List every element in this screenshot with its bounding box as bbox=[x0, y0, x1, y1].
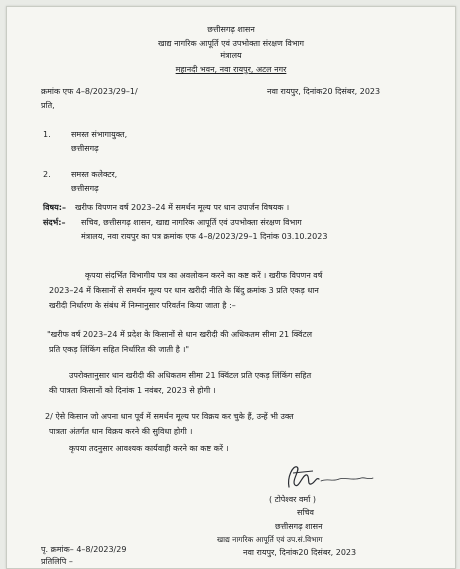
recipient-title: समस्त कलेक्टर, bbox=[71, 170, 118, 179]
body-line: उपरोक्तानुसार धान खरीदी की अधिकतम सीमा 21 क्विंटल प्रति एकड़ लिंकिंग सहित bbox=[69, 371, 312, 380]
signature-image bbox=[283, 459, 378, 493]
subject-label: विषय:– bbox=[43, 203, 66, 212]
endorsement-number: पृ. क्रमांक– 4–8/2023/29 bbox=[41, 545, 127, 554]
body-line: 2/ ऐसे किसान जो अपना धान पूर्व में समर्थन मूल्य पर विक्रय कर चुके हैं, उन्हें भी उक्त bbox=[45, 412, 294, 421]
quote-line: प्रति एकड़ लिंकिंग सहित निर्धारित की जाती है ।" bbox=[49, 345, 190, 354]
signatory-dept: खाद्य नागरिक आपूर्ति एवं उप.सं.विभाग bbox=[217, 535, 323, 544]
prati-label: प्रति, bbox=[41, 101, 55, 110]
recipient-number: 1. bbox=[43, 130, 51, 139]
header-address: महानदी भवन, नवा रायपुर, अटल नगर bbox=[175, 65, 287, 74]
body-line: कृपया तदनुसार आवश्यक कार्यवाही करने का कष्ट करें । bbox=[69, 444, 229, 453]
recipient-number: 2. bbox=[43, 170, 51, 179]
signatory-designation: सचिव bbox=[297, 508, 315, 517]
reference-line: मंत्रालय, नवा रायपुर का पत्र क्रमांक एफ 4–8/2023/29–1 दिनांक 03.10.2023 bbox=[81, 232, 328, 241]
recipient-title: समस्त संभागायुक्त, bbox=[71, 130, 128, 139]
quote-line: "खरीफ वर्ष 2023–24 में प्रदेश के किसानों से धान खरीदी की अधिकतम सीमा 21 क्विंटल bbox=[47, 330, 313, 339]
subject-text: खरीफ विपणन वर्ष 2023–24 में समर्थन मूल्य पर धान उपार्जन विषयक । bbox=[75, 203, 290, 212]
body-line: 2023–24 में किसानों से समर्थन मूल्य पर धान खरीदी नीति के बिंदु क्रमांक 3 प्रति एकड़ धान bbox=[49, 286, 319, 295]
header-department: खाद्य नागरिक आपूर्ति एवं उपभोक्ता संरक्षण विभाग bbox=[157, 39, 305, 48]
signatory-place-date: नवा रायपुर, दिनांक20 दिसंबर, 2023 bbox=[243, 548, 357, 557]
body-line: खरीदी निर्धारण के संबंध में निम्नानुसार परिवर्तन किया जाता है :– bbox=[49, 301, 236, 310]
header-ministry: मंत्रालय bbox=[220, 51, 242, 60]
signatory-org: छत्तीसगढ़ शासन bbox=[275, 522, 323, 531]
signatory-name: ( टोपेश्वर वर्मा ) bbox=[269, 495, 316, 504]
letter-number: क्रमांक एफ 4–8/2023/29–1/ bbox=[41, 87, 138, 96]
body-line: पात्रता अंतर्गत धान विक्रय करने की सुविधा होगी । bbox=[49, 427, 193, 436]
reference-line: सचिव, छत्तीसगढ़ शासन, खाद्य नागरिक आपूर्ति एवं उपभोक्ता संरक्षण विभाग bbox=[81, 218, 302, 227]
copy-label: प्रतिलिपि – bbox=[41, 557, 73, 566]
recipient-state: छत्तीसगढ़ bbox=[71, 144, 99, 153]
header-government: छत्तीसगढ़ शासन bbox=[207, 25, 255, 34]
body-line: कृपया संदर्भित विभागीय पत्र का अवलोकन करने का कष्ट करें । खरीफ विपणन वर्ष bbox=[85, 271, 323, 280]
reference-label: संदर्भ:– bbox=[43, 218, 66, 227]
document-page bbox=[6, 6, 456, 569]
body-line: की पात्रता किसानों को दिनांक 1 नवंबर, 2023 से होगी । bbox=[49, 386, 216, 395]
letter-place-date: नवा रायपुर, दिनांक20 दिसंबर, 2023 bbox=[267, 87, 381, 96]
recipient-state: छत्तीसगढ़ bbox=[71, 184, 99, 193]
